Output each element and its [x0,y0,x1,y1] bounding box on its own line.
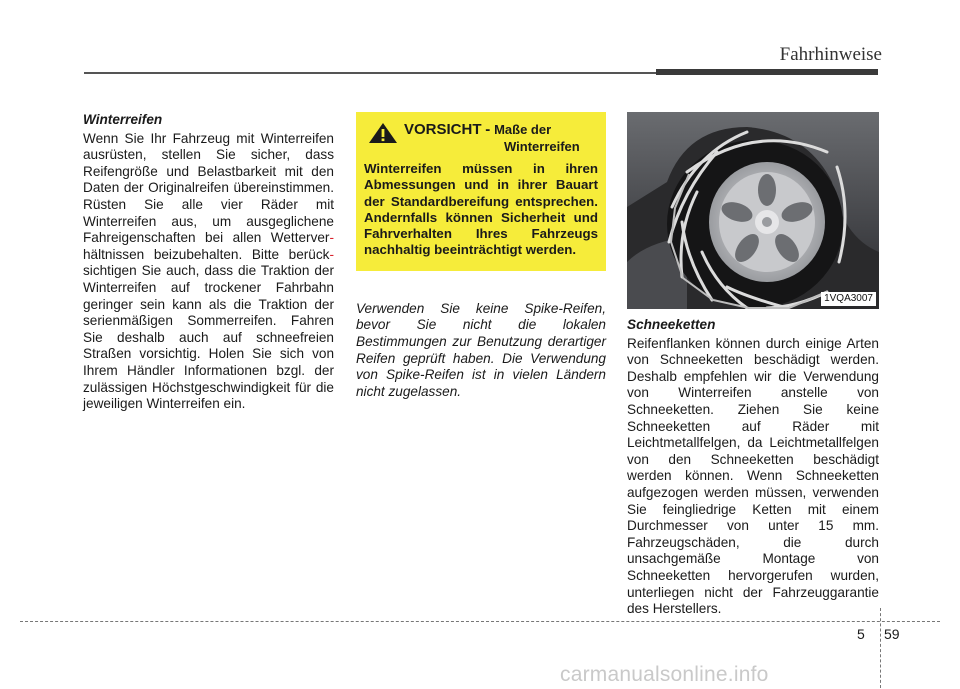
caution-title-block [404,121,580,155]
hyphen-mark: - [329,230,334,246]
snow-chains-heading: Schneeketten [627,317,716,332]
winter-tires-text-part-3: sichtigen Sie auch, dass die Traktion der Winterreifen auf trockener Fahrbahn geringer sein kann als die Traktion der serienmäßigen Sommerreifen. Fahren Sie deshalb auch auf schneefreien Straßen vorsichtig. Holen Sie sich von Ihrem Händler Informationen bzgl. der zulässigen Höchstgeschwindigkeit für die jeweiligen Winterreifen ein. [83,263,334,412]
chapter-title: Fahrhinweise [779,44,882,65]
caution-label: VORSICHT [404,121,482,138]
caution-text: Winterreifen müssen in ihren Abmessungen und in ihrer Bauart der Standardbereifung entsprechen. Andernfalls können Sicherheit und Fahrverhalten Ihres Fahrzeugs nachhaltig beeinträchtigt werden. [364,161,598,258]
hyphen-mark: - [329,246,334,262]
winter-tires-section [83,112,334,413]
spike-tires-note: Verwenden Sie keine Spike-Reifen, bevor Sie nicht die lokalen Bestimmungen zur Benutzung derartiger Reifen geprüft haben. Die Verwendung von Spike-Reifen ist in vielen Ländern nicht zugelassen. [356,300,606,399]
winter-tires-text [83,131,334,413]
caution-column [356,112,606,400]
winter-tires-text-part-1: Wenn Sie Ihr Fahrzeug mit Winterreifen ausrüsten, stellen Sie sicher, dass Reifengröße und Belastbarkeit mit den Daten der Originalreifen übereinstimmen. Rüsten Sie alle vier Räder mit Winterreifen aus, um ausgeglichene Fahreigenschaften bei allen Wetterver [83,130,334,246]
image-code: 1VQA3007 [821,292,876,306]
snow-chains-text: Reifenflanken können durch einige Arten von Schneeketten beschädigt werden. Deshalb empfehlen wir die Verwendung von Winterreifen anstelle von Schneeketten. Ziehen Sie keine Schneeketten auf Räder mit Leichtmetallfelgen, da Leichtmetallfelgen von den Schneeketten beschädigt werden können. Wenn Schneeketten aufgezogen werden müssen, verwenden Sie feingliedrige Ketten mit einem Durchmesser von unter 15 mm. Fahrzeugschäden, die durch unsachgemäße Montage von Schneeketten hervorgerufen wurden, unterliegen nicht der Fahrzeuggarantie des Herstellers. [627,335,879,617]
winter-tires-heading: Winterreifen [83,112,163,127]
caution-box [356,112,606,271]
header-rule [84,72,656,74]
header-rule-accent [656,69,878,75]
footer-rule [20,621,940,622]
tire-with-chain-illustration [627,112,879,309]
snow-chains-section [627,112,879,618]
warning-triangle-icon [368,122,398,144]
page-number-divider [880,608,881,688]
winter-tires-text-part-2: hältnissen beizubehalten. Bitte berück [83,246,330,262]
snow-chain-photo [627,112,879,309]
caution-separator: - [485,121,491,138]
caution-header [364,121,598,155]
caution-subtitle: Maße der [494,122,552,137]
chapter-number: 5 [857,626,865,642]
page-number-value: 59 [884,626,900,642]
caution-subtitle-line-2: Winterreifen [504,139,580,154]
watermark: carmanualsonline.info [560,663,769,686]
